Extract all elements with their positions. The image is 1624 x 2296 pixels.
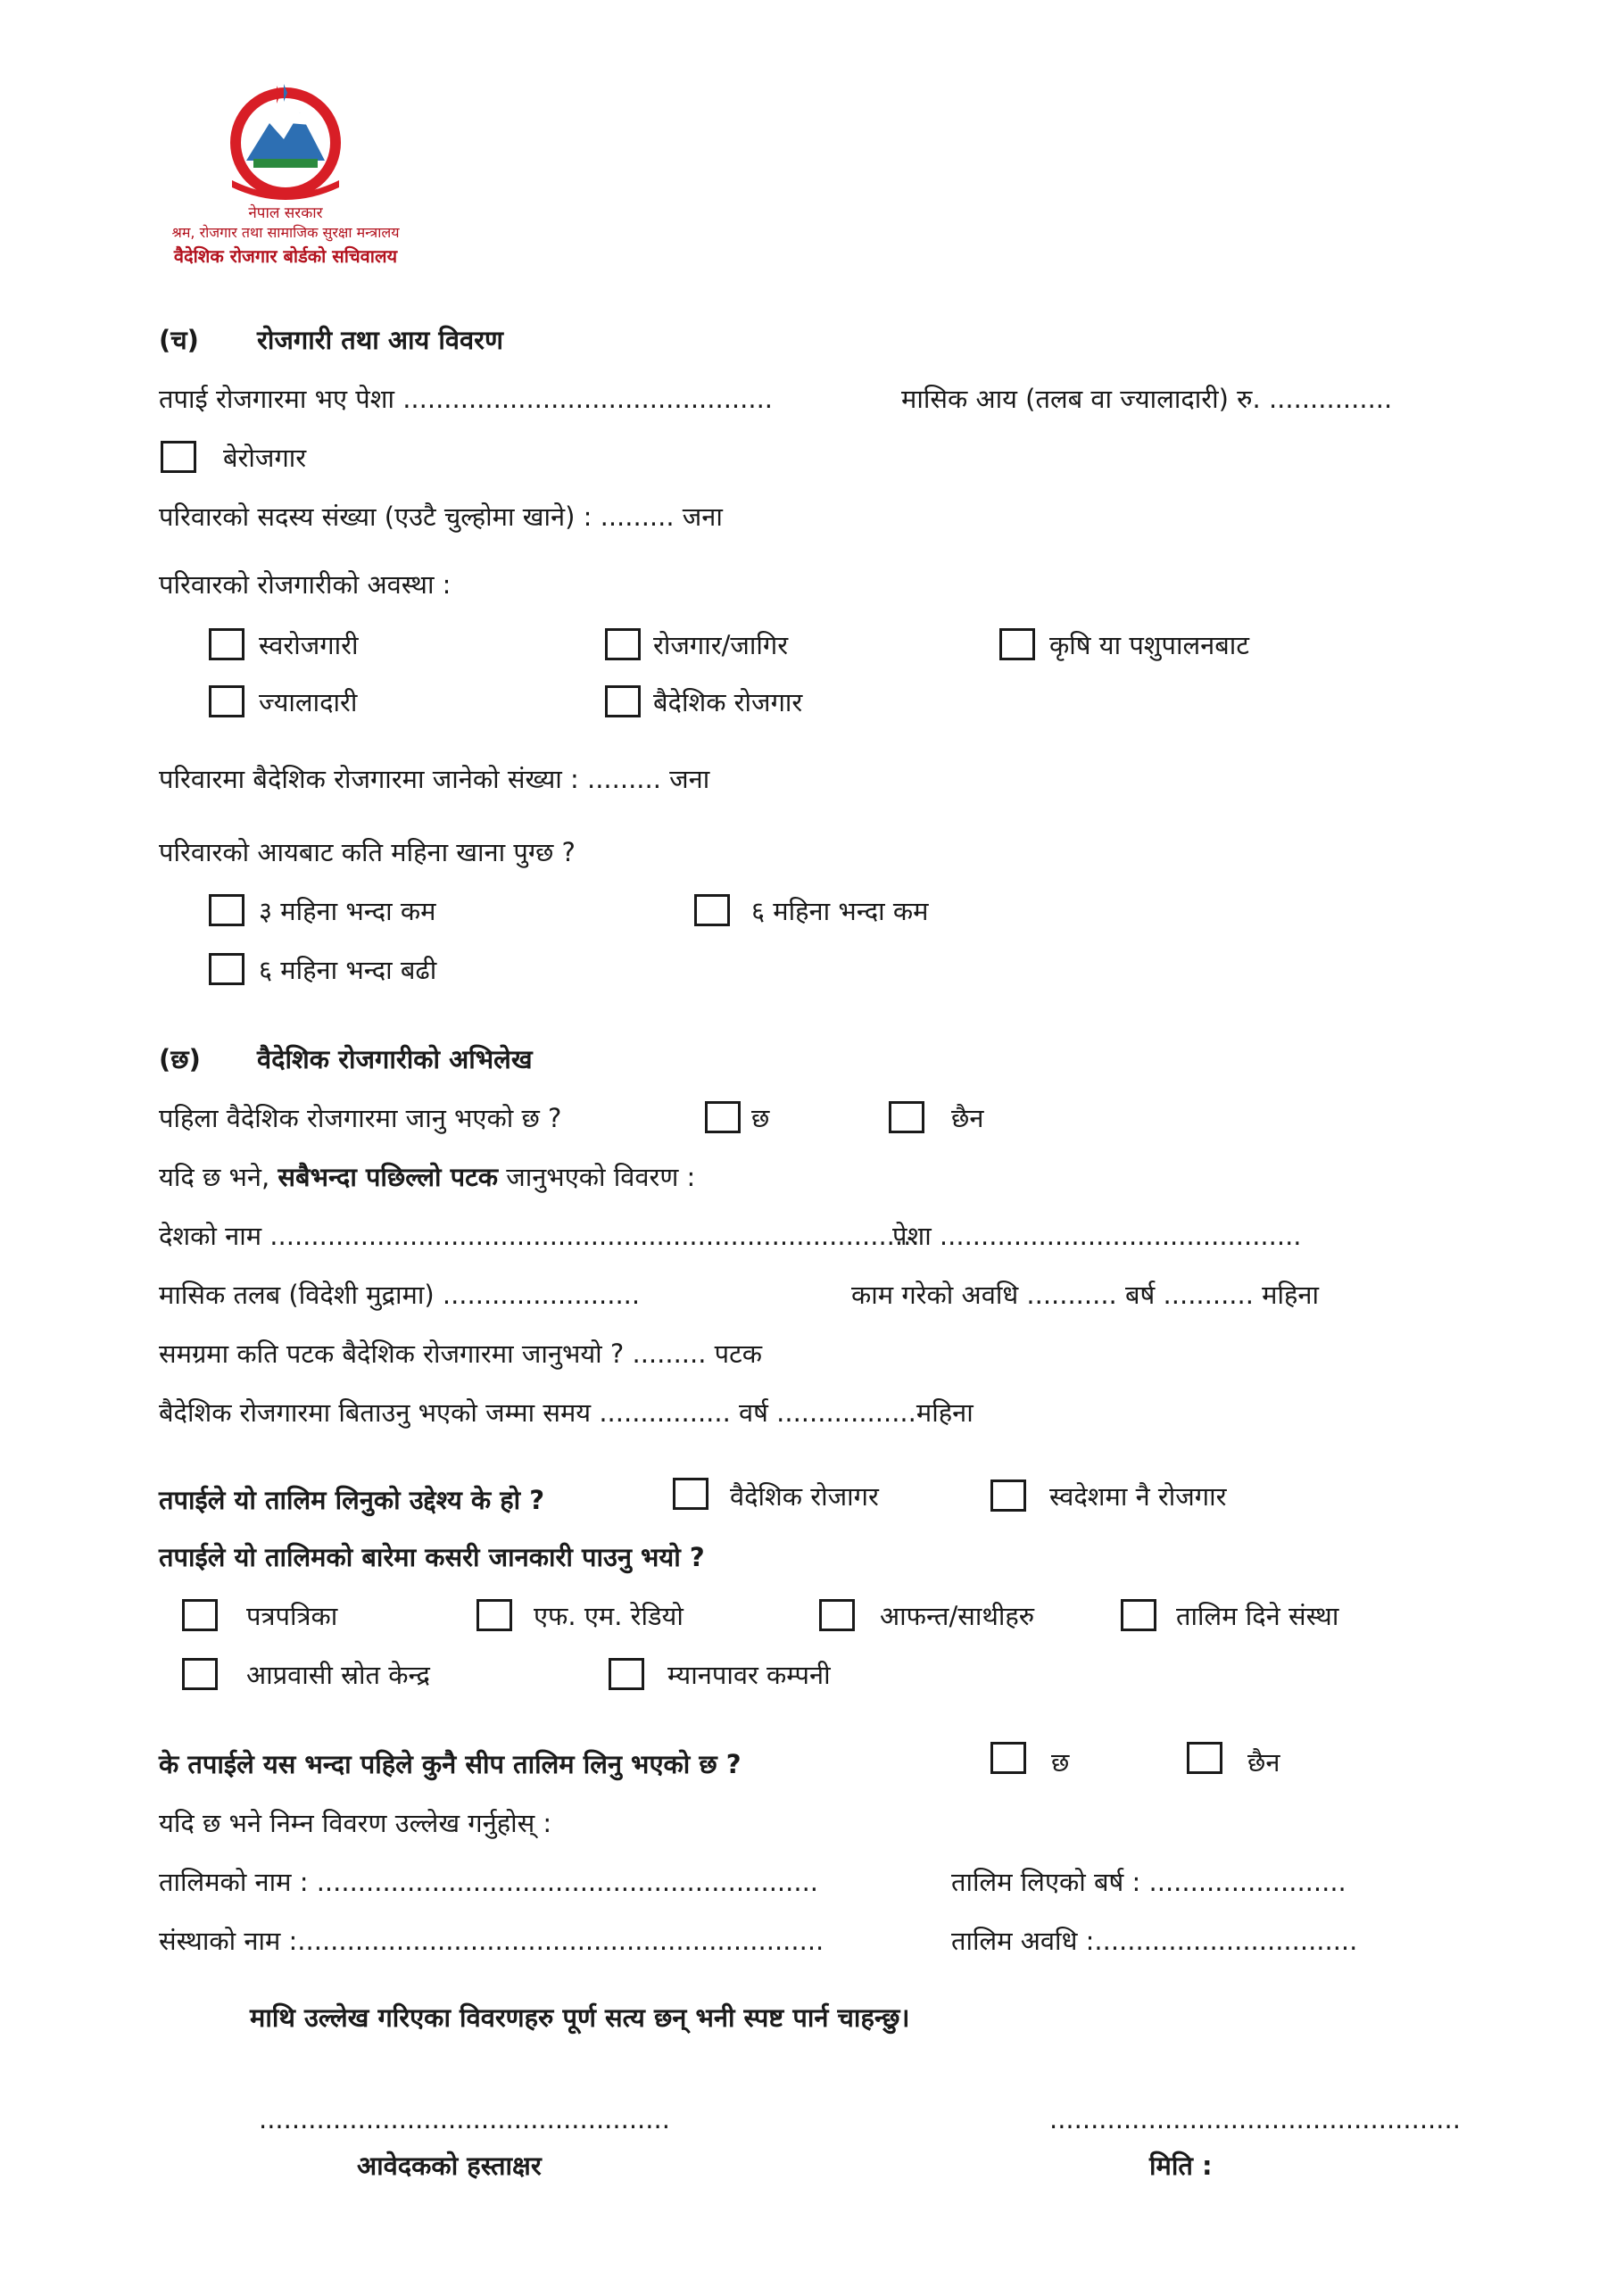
date-line[interactable]: .................................................. bbox=[1049, 2104, 1461, 2134]
purpose-foreign-checkbox[interactable] bbox=[673, 1478, 708, 1510]
purpose-domestic-checkbox[interactable] bbox=[990, 1480, 1026, 1512]
wage-checkbox[interactable] bbox=[209, 685, 244, 717]
training-duration-field[interactable]: तालिम अवधि :................................ bbox=[951, 1926, 1358, 1956]
prior-training-question: के तपाईले यस भन्दा पहिले कुनै सीप तालिम लिनु भएको छ ? bbox=[159, 1749, 742, 1779]
foreign-employment-checkbox[interactable] bbox=[605, 685, 641, 717]
job-label: रोजगार/जागिर bbox=[653, 630, 789, 660]
training-name-field[interactable]: तालिमको नाम : ............................................................. bbox=[159, 1867, 819, 1897]
institute-name-field[interactable]: संस्थाको नाम :................................................................ bbox=[159, 1926, 824, 1956]
total-time-field[interactable]: बैदेशिक रोजगारमा बिताउनु भएको जम्मा समय ................ वर्ष .................महिना bbox=[159, 1397, 974, 1428]
work-duration-field[interactable]: काम गरेको अवधि ........... बर्ष ........... महिना bbox=[851, 1280, 1320, 1310]
migrant-center-checkbox[interactable] bbox=[182, 1658, 218, 1690]
fm-radio-label: एफ. एम. रेडियो bbox=[534, 1601, 684, 1631]
if-yes-line bbox=[159, 1162, 695, 1192]
purpose-domestic-label: स्वदेशमा नै रोजगार bbox=[1049, 1481, 1227, 1512]
newspaper-label: पत्रपत्रिका bbox=[246, 1601, 338, 1631]
family-members-field[interactable]: परिवारको सदस्य संख्या (एउटै चुल्होमा खाने) : ......... जना bbox=[159, 501, 723, 532]
monthly-income-field[interactable]: मासिक आय (तलब वा ज्यालादारी) रु. ............... bbox=[901, 384, 1393, 414]
declaration: माथि उल्लेख गरिएका विवरणहरु पूर्ण सत्य छन् भनी स्पष्ट पार्न चाहन्छु। bbox=[250, 2002, 910, 2033]
header-gov: नेपाल सरकार bbox=[248, 204, 323, 222]
manpower-checkbox[interactable] bbox=[609, 1658, 644, 1690]
if-yes-emphasis: सबैभन्दा पछिल्लो पटक bbox=[278, 1162, 498, 1192]
been-before-no-checkbox[interactable] bbox=[889, 1101, 924, 1133]
manpower-label: म्यानपावर कम्पनी bbox=[667, 1660, 831, 1690]
friends-checkbox[interactable] bbox=[819, 1599, 855, 1631]
lt3-months-label: ३ महिना भन्दा कम bbox=[259, 896, 436, 926]
agriculture-label: कृषि या पशुपालनबाट bbox=[1049, 630, 1249, 660]
profession-field[interactable]: पेशा ............................................ bbox=[892, 1221, 1302, 1251]
header-office: वैदेशिक रोजगार बोर्डको सचिवालय bbox=[173, 245, 398, 267]
been-before-label: पहिला वैदेशिक रोजगारमा जानु भएको छ ? bbox=[159, 1103, 562, 1133]
migrant-center-label: आप्रवासी स्रोत केन्द्र bbox=[246, 1660, 430, 1690]
been-before-no-label: छैन bbox=[951, 1103, 984, 1133]
been-before-yes-checkbox[interactable] bbox=[705, 1101, 741, 1133]
purpose-question: तपाईले यो तालिम लिनुको उद्देश्य के हो ? bbox=[159, 1485, 545, 1515]
newspaper-checkbox[interactable] bbox=[182, 1599, 218, 1631]
section-ch-title: रोजगारी तथा आय विवरण bbox=[257, 325, 504, 355]
date-label: मिति : bbox=[1149, 2151, 1213, 2181]
if-yes-suffix: जानुभएको विवरण : bbox=[506, 1162, 696, 1192]
self-employed-label: स्वरोजगारी bbox=[259, 630, 359, 660]
prior-training-yes-checkbox[interactable] bbox=[990, 1742, 1026, 1774]
prior-training-instruction: यदि छ भने निम्न विवरण उल्लेख गर्नुहोस् : bbox=[159, 1808, 552, 1838]
purpose-foreign-label: वैदेशिक रोजागर bbox=[730, 1481, 879, 1512]
section-chh-index: (छ) bbox=[159, 1044, 201, 1074]
prior-training-no-label: छैन bbox=[1247, 1747, 1280, 1778]
fm-radio-checkbox[interactable] bbox=[476, 1599, 512, 1631]
prior-training-yes-label: छ bbox=[1051, 1747, 1070, 1778]
self-employed-checkbox[interactable] bbox=[209, 628, 244, 660]
signature-line[interactable]: .................................................. bbox=[259, 2104, 670, 2134]
friends-label: आफन्त/साथीहरु bbox=[880, 1601, 1035, 1631]
country-field[interactable]: देशको नाम ............................................................................... bbox=[159, 1221, 920, 1251]
been-before-yes-label: छ bbox=[751, 1103, 770, 1133]
lt3-months-checkbox[interactable] bbox=[209, 894, 244, 926]
training-institute-checkbox[interactable] bbox=[1121, 1599, 1156, 1631]
section-chh-title: वैदेशिक रोजगारीको अभिलेख bbox=[257, 1044, 533, 1074]
times-total-field[interactable]: समग्रमा कति पटक बैदेशिक रोजगारमा जानुभयो ? ......... पटक bbox=[159, 1339, 763, 1369]
nepal-emblem bbox=[214, 82, 357, 203]
section-ch-index: (च) bbox=[159, 325, 199, 355]
unemployed-checkbox[interactable] bbox=[161, 441, 196, 473]
agriculture-checkbox[interactable] bbox=[999, 628, 1035, 660]
foreign-count-field[interactable]: परिवारमा बैदेशिक रोजगारमा जानेको संख्या : ......... जना bbox=[159, 764, 710, 794]
occupation-field[interactable]: तपाई रोजगारमा भए पेशा ............................................. bbox=[159, 384, 774, 414]
job-checkbox[interactable] bbox=[605, 628, 641, 660]
foreign-employment-label: बैदेशिक रोजगार bbox=[653, 687, 803, 717]
wage-label: ज्यालादारी bbox=[259, 687, 358, 717]
lt6-months-label: ६ महिना भन्दा कम bbox=[751, 896, 929, 926]
salary-field[interactable]: मासिक तलब (विदेशी मुद्रामा) ........................ bbox=[159, 1280, 641, 1310]
lt6-months-checkbox[interactable] bbox=[694, 894, 730, 926]
gt6-months-checkbox[interactable] bbox=[209, 953, 244, 985]
family-employment-label: परिवारको रोजगारीको अवस्था : bbox=[159, 569, 452, 600]
training-year-field[interactable]: तालिम लिएको बर्ष : ........................ bbox=[951, 1867, 1346, 1897]
food-months-label: परिवारको आयबाट कति महिना खाना पुग्छ ? bbox=[159, 837, 576, 867]
gt6-months-label: ६ महिना भन्दा बढी bbox=[259, 955, 437, 985]
header-ministry: श्रम, रोजगार तथा सामाजिक सुरक्षा मन्त्रालय bbox=[171, 224, 400, 241]
info-source-question: तपाईले यो तालिमको बारेमा कसरी जानकारी पाउनु भयो ? bbox=[159, 1542, 705, 1572]
signature-label: आवेदकको हस्ताक्षर bbox=[357, 2151, 542, 2181]
prior-training-no-checkbox[interactable] bbox=[1187, 1742, 1222, 1774]
if-yes-prefix: यदि छ भने, bbox=[159, 1162, 270, 1192]
training-institute-label: तालिम दिने संस्था bbox=[1176, 1601, 1339, 1631]
unemployed-label: बेरोजगार bbox=[223, 443, 307, 473]
